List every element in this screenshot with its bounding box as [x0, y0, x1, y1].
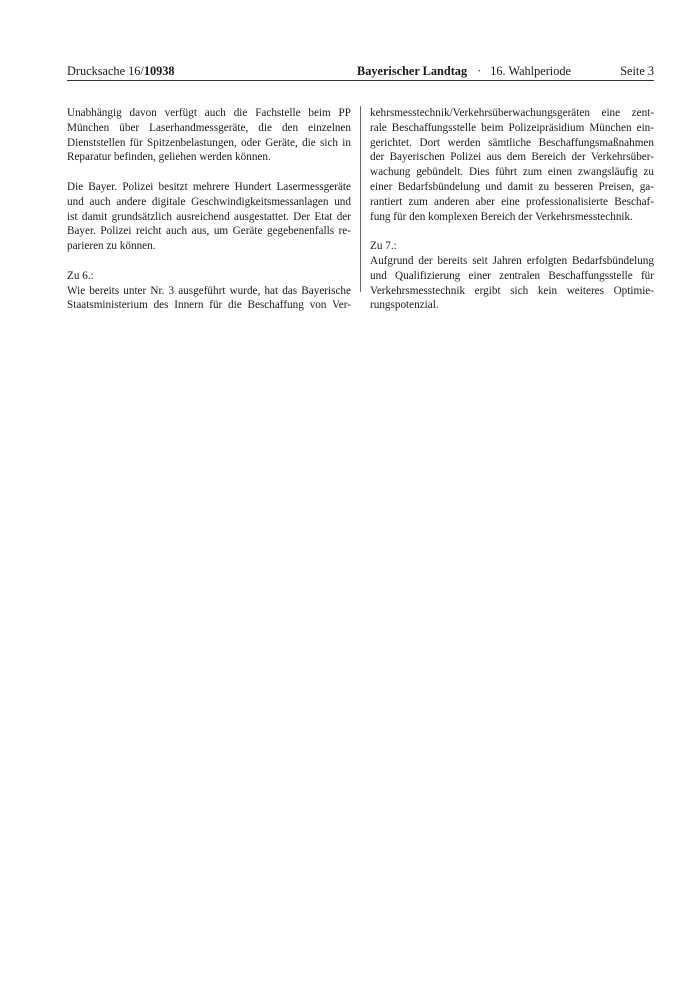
text-line: Staatsministerium des Innern für die Beschaffung von Ver- [67, 299, 351, 312]
text-line: München über Laserhandmessgeräte, die den einzelnen [67, 121, 351, 134]
column-divider [360, 106, 361, 292]
text-line: gerichtet. Dort werden sämtliche Beschaffungsmaßnahmen [370, 136, 654, 149]
section-heading-7: Zu 7.: [370, 240, 397, 253]
text-line: Aufgrund der bereits seit Jahren erfolgten Bedarfsbündelung [370, 254, 654, 267]
paragraph-gap [67, 254, 351, 269]
paragraph-gap [370, 224, 654, 239]
text-line: und auch andere digitale Geschwindigkeitsmessanlagen und [67, 195, 351, 208]
text-line: rale Beschaffungsstelle beim Polizeipräsidium München ein- [370, 121, 654, 134]
text-line: Wie bereits unter Nr. 3 ausgeführt wurde, hat das Bayerische [67, 284, 351, 297]
text-line: der Bayerischen Polizei aus dem Bereich der Verkehrsüber- [370, 151, 654, 164]
left-paragraph-1 [67, 106, 351, 165]
document-number-bold: 10938 [143, 64, 175, 78]
left-column [67, 106, 351, 313]
text-line: Bayer. Polizei reicht auch aus, um Geräte gegebenenfalls re- [67, 225, 351, 238]
text-line: rungspotenzial. [370, 299, 439, 312]
document-number [67, 64, 175, 78]
text-line: kehrsmesstechnik/Verkehrsüberwachungsgeräten eine zent- [370, 107, 654, 119]
text-line: fung für den komplexen Bereich der Verkehrsmesstechnik. [370, 210, 633, 223]
header-separator: · [477, 64, 482, 78]
text-line: Reparatur befinden, geliehen werden können. [67, 151, 271, 164]
right-paragraph-2 [370, 254, 654, 313]
paragraph-gap [67, 165, 351, 180]
legislative-period: 16. Wahlperiode [490, 64, 571, 78]
left-paragraph-2 [67, 180, 351, 254]
header-rule [67, 80, 654, 81]
text-line: und Qualifizierung einer zentralen Beschaffungsstelle für [370, 269, 654, 282]
text-line: Unabhängig davon verfügt auch die Fachstelle beim PP [67, 107, 351, 119]
left-paragraph-3 [67, 284, 351, 314]
text-line: ist damit grundsätzlich ausreichend ausgestattet. Der Etat der [67, 210, 351, 223]
text-line: einer Bedarfsbündelung und damit zu besseren Preisen, ga- [370, 180, 654, 193]
text-line: Die Bayer. Polizei besitzt mehrere Hundert Lasermessgeräte [67, 180, 351, 193]
document-prefix: Drucksache 16/ [67, 64, 144, 78]
text-line: wachung gebündelt. Dies führt zum einen zwangsläufig zu [370, 166, 654, 179]
parliament-period [357, 64, 571, 78]
right-column [370, 106, 654, 313]
page-number: Seite 3 [620, 64, 654, 78]
section-heading-6: Zu 6.: [67, 269, 94, 282]
text-line: parieren zu können. [67, 240, 156, 253]
text-line: Dienststellen für Spitzenbelastungen, oder Geräte, die sich in [67, 136, 351, 149]
parliament-name: Bayerischer Landtag [357, 64, 468, 78]
text-line: rantiert zum anderen aber eine professionalisierte Beschaf- [370, 195, 654, 208]
right-paragraph-1 [370, 106, 654, 224]
text-line: Verkehrsmesstechnik ergibt sich kein weiteres Optimie- [370, 284, 654, 297]
